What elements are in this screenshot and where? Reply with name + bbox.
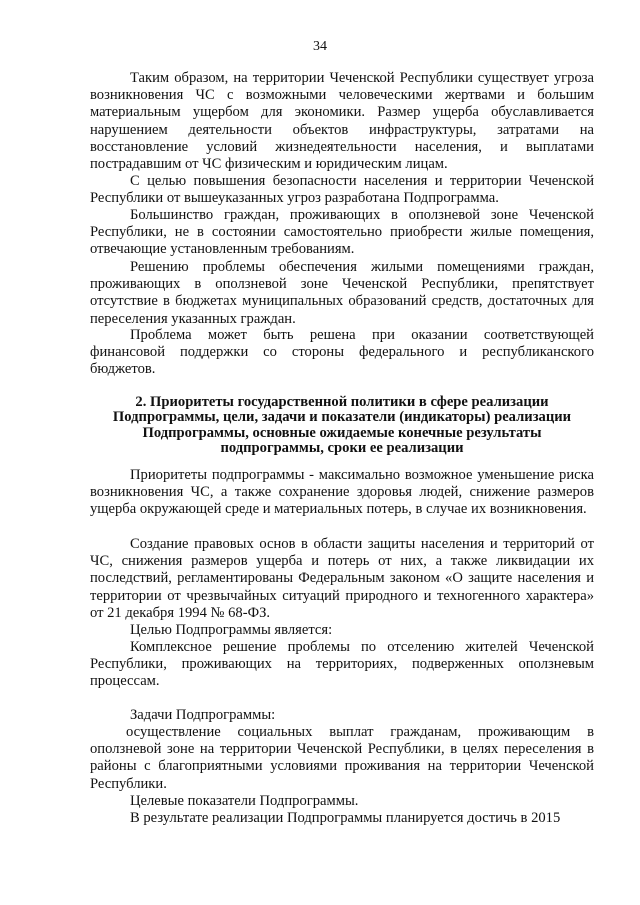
paragraph-goal: Комплексное решение проблемы по отселению жителей Чеченской Республики, проживающих на территориях, подверженных оползневым процессам. — [90, 639, 594, 690]
paragraph-goal-label: Целью Подпрограммы является: — [130, 622, 333, 638]
paragraph-tasks-label: Задачи Подпрограммы: — [130, 707, 276, 723]
paragraph-results: В результате реализации Подпрограммы планируется достичь в 2015 — [130, 810, 561, 826]
paragraph-threat: Таким образом, на территории Чеченской Республики существует угроза возникновения ЧС с возможными человеческими жертвами и большим материальным ущербом для экономики. Размер ущерба обуславливается нарушением деятельности объектов инфраструктуры, затратами на восстановление условий жизнедеятельности населения, и выплатами пострадавшим от ЧС физическим и юридическим лицам. — [90, 70, 594, 173]
paragraph-task: осуществление социальных выплат гражданам, проживающим в оползневой зоне на территории Чеченской Республики, в целях переселения в районы с благоприятными условиями проживания на территории Чеченской Республики. — [90, 724, 594, 792]
paragraph-solution: Проблема может быть решена при оказании соответствующей финансовой поддержки со стороны федерального и республиканского бюджетов. — [90, 327, 594, 378]
paragraph-legal-basis: Создание правовых основ в области защиты населения и территорий от ЧС, снижения размеров ущерба и потерь от них, а также ликвидации их последствий, регламентированы Федеральным законом «О защите населения и территории от чрезвычайных ситуаций природного и техногенного характера» от 21 декабря 1994 № 68-ФЗ. — [90, 536, 594, 621]
paragraph-obstacles: Решению проблемы обеспечения жилыми помещениями граждан, проживающих в оползневой зоне Чеченской Республики, препятствует отсутствие в бюджетах муниципальных образований средств, достаточных для переселения указанных граждан. — [90, 259, 594, 327]
paragraph-purpose: С целью повышения безопасности населения и территории Чеченской Республики от вышеуказанных угроз разработана Подпрограмма. — [90, 173, 594, 207]
section-heading: 2. Приоритеты государственной политики в сфере реализации Подпрограммы, цели, задачи и показатели (индикаторы) реализации Подпрограммы, основные ожидаемые конечные результаты подпрограммы, сроки ее реализации — [112, 394, 572, 457]
paragraph-citizens: Большинство граждан, проживающих в оползневой зоне Чеченской Республики, не в состоянии самостоятельно приобрести жилые помещения, отвечающие установленным требованиям. — [90, 207, 594, 258]
paragraph-priorities: Приоритеты подпрограммы - максимально возможное уменьшение риска возникновения ЧС, а также сохранение здоровья людей, снижение размеров ущерба окружающей среде и материальных потерь, в случае их возникновения. — [90, 467, 594, 518]
paragraph-indicators-label: Целевые показатели Подпрограммы. — [130, 793, 359, 809]
page-number: 34 — [313, 39, 327, 54]
